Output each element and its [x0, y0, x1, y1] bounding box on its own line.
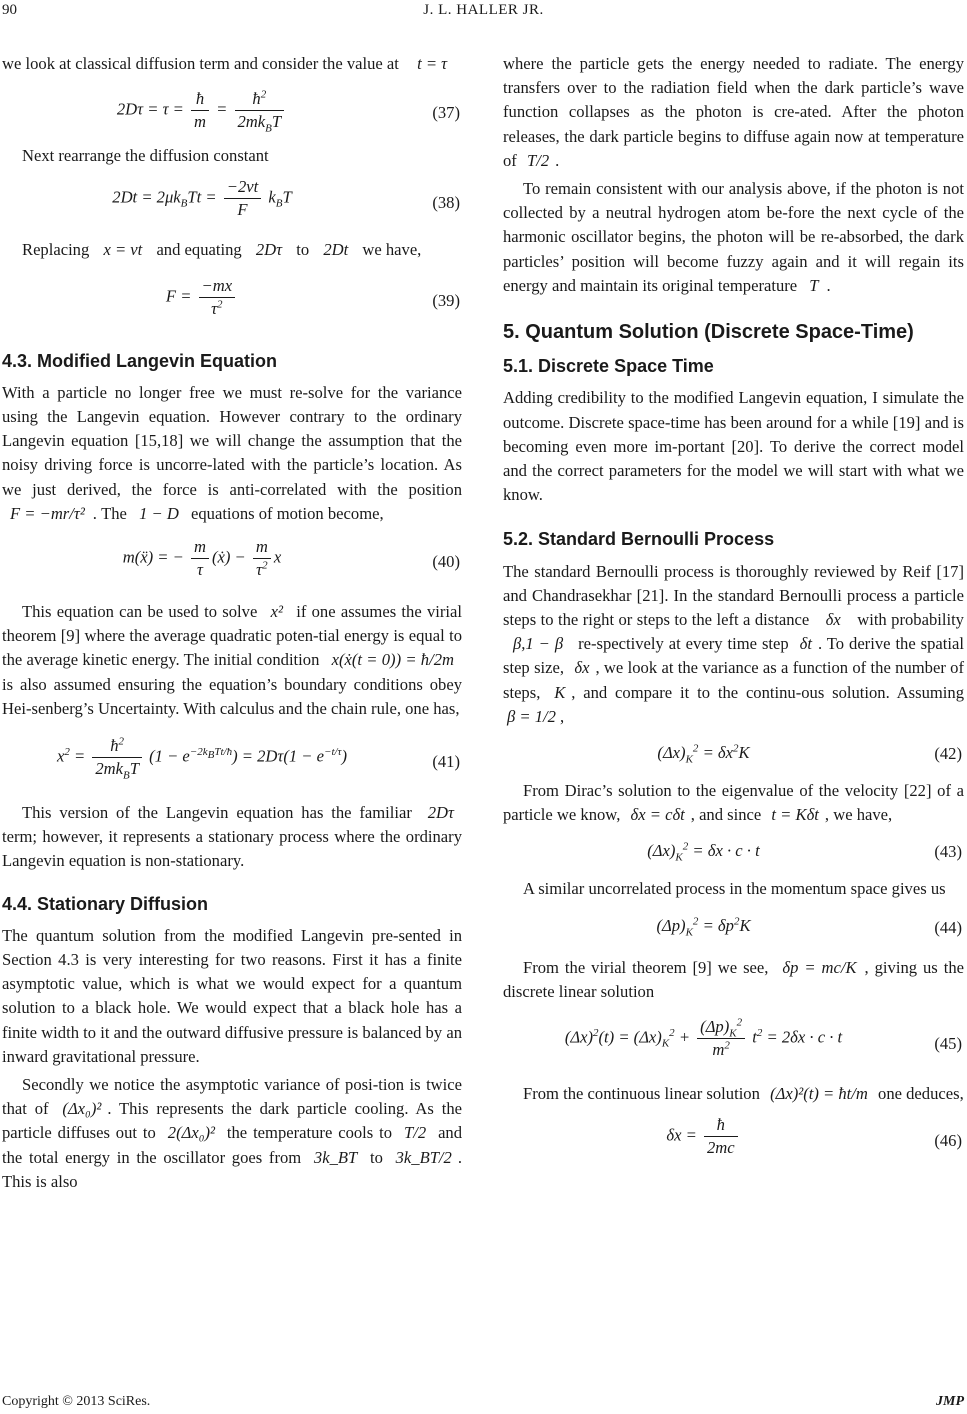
equation-number: (44) [934, 917, 962, 937]
equation-number: (46) [934, 1131, 962, 1151]
paragraph: This equation can be used to solve x² if one assumes the virial theorem [9] where the average quadratic poten-tial energy is equal to the average kinetic energy. The initial condition x(ẋ(t = 0)) = ħ/2m is also assumed ensuring the equation’s boundary conditions obey Hei-senberg’s Uncertainty. With calculus and the chain rule, one has, [2, 602, 462, 718]
left-column [2, 52, 462, 1194]
equation-number: (43) [934, 842, 962, 862]
section-heading: 4.3. Modified Langevin Equation [2, 350, 278, 371]
equation-number: (38) [432, 193, 460, 213]
equation-45: $(\Delta x)^2(t) = (\Delta x)_K^2$ + $\frac{(\Delta p)_K^2}{m^2}$ $t^2 = 2\delta x \cdot c \cdot t$ (45) [564, 1016, 962, 1060]
subsection-heading: 5.2. Standard Bernoulli Process [503, 529, 775, 550]
paragraph: where the particle gets the energy needed to radiate. The energy transfers over to the radiation field when the dark particle’s wave function collapses as the photon is cre-ated. After the photon releases, the dark particle begins to diffuse again now at temperature of T/2 . [503, 54, 964, 170]
equation-number: (42) [934, 743, 962, 763]
equation-37: 2Dτ = τ = $\frac{ħ}{m}$ = $\frac{ħ^2}{2mk_BT}$ (37) [116, 88, 460, 135]
paragraph: The standard Bernoulli process is thoroughly reviewed by Reif [17] and Chandrasekhar [21]. In the standard Bernoulli process a particle steps to the right or steps to the left a distance δx with probability β,1 − β re-spectively at every time step δt . To derive the spatial step size, δx , we look at the variance as a function of the number of steps, K , and compare it to the continu-ous solution. Assuming β = 1/2 , [503, 561, 965, 726]
equation-46: δx = $\frac{ħ}{2mc}$ (46) [666, 1115, 962, 1158]
paragraph: The quantum solution from the modified Langevin pre-sented in Section 4.3 is very interesting for two reasons. First it has a finite asymptotic value, which is what we would expect for a quantum solution to a black hole. We would expect that a black hole has a finite width to it and the outward diffusive pressure is balanced by an inward gravitational pressure. [2, 925, 462, 1066]
subsection-heading: 5.1. Discrete Space Time [503, 356, 714, 377]
equation-38: $2Dt = 2\mu k_BTt$ = $\frac{-2vt}{F}$ $k_BT$ (38) [112, 177, 460, 220]
paragraph: From the continuous linear solution (Δx)²(t) = ħt/m one deduces, [523, 1084, 964, 1104]
page-number: 90 [2, 2, 17, 18]
paragraph: Adding credibility to the modified Langevin equation, I simulate the outcome. Discrete space-time has been around for a while [19] and is becoming even more im-portant [20]. To derive the correct model and the correct parameters for the model we will start with what we know. [503, 388, 964, 505]
paragraph: To remain consistent with our analysis above, if the photon is not collected by a neutral hydrogen atom be-fore the next cycle of the harmonic oscillator begins, the photon will be re-absorbed, the dark particles’ position will become fuzzy again and it will regain its energy and maintain its original temperature T . [503, 179, 964, 295]
equation-40: m(ẍ) = − $\frac{m}{\tau}$ (ẋ) − $\frac{m}{\tau^2}$ x (40) [122, 537, 460, 580]
equation-42: $(\Delta x)_K^2 = \delta x^2K$ (42) [657, 742, 962, 766]
section-heading: 4.4. Stationary Diffusion [2, 893, 209, 914]
copyright: Copyright © 2013 SciRes. [2, 1394, 151, 1409]
paragraph: This version of the Langevin equation has the familiar 2Dτ term; however, it represents a stationary process where the ordinary Langevin equation is non-stationary. [2, 803, 462, 871]
paragraph: With a particle no longer free we must re-solve for the variance using the Langevin equation. However contrary to the ordinary Langevin equation [15,18] we will change the assumption that the noisy driving force is uncorre-lated with the particle’s location. As we just derived, the force is anti-correlated with the position F = −mr/τ² . The 1 − D equations of motion become, [2, 382, 462, 523]
journal-abbrev: JMP [936, 1394, 964, 1409]
equation-number: (37) [432, 103, 460, 123]
section-heading: 5. Quantum Solution (Discrete Space-Time) [503, 321, 914, 344]
equation-number: (45) [934, 1033, 962, 1053]
paragraph: Replacing x = vt and equating 2Dτ to 2Dt we have, [22, 240, 422, 260]
paragraph: From Dirac’s solution to the eigenvalue of the velocity [22] of a particle we know, δx = cδt , and since t = Kδt , we have, [503, 781, 964, 825]
right-column [503, 52, 964, 1170]
equation-43: $(\Delta x)_K^2 = \delta x \cdot c \cdot t$ (43) [647, 840, 962, 864]
page-header [0, 2, 967, 24]
paragraph: A similar uncorrelated process in the momentum space gives us [523, 879, 946, 899]
paragraph: Secondly we notice the asymptotic variance of posi-tion is twice that of (Δx₀)² . This represents the dark particle cooling. As the particle diffuses out to 2(Δx₀)² the temperature cools to T/2 and the total energy in the oscillator goes from 3k_BT to 3k_BT/2 . This is also [2, 1075, 463, 1191]
running-head: J. L. HALLER JR. [423, 2, 544, 18]
equation-number: (41) [432, 751, 460, 771]
equation-number: (39) [432, 290, 460, 310]
equation-44: $(\Delta p)_K^2 = \delta p^2K$ (44) [656, 915, 962, 938]
paragraph: From the virial theorem [9] we see, δp = mc/K , giving us the discrete linear solution [503, 957, 964, 1001]
paragraph: Next rearrange the diffusion constant [22, 146, 269, 166]
equation-41: $x^2$ = $\frac{ħ^2}{2mk_BT}$ $(1 - e^{-2k_BTt/ħ}) = 2D\tau(1 - e^{-t/\tau})$ (41) [56, 735, 460, 782]
paragraph: we look at classical diffusion term and consider the value at t = τ [2, 54, 448, 73]
equation-39: F = $\frac{-mx}{\tau^2}$ (39) [165, 275, 460, 318]
equation-number: (40) [432, 551, 460, 571]
